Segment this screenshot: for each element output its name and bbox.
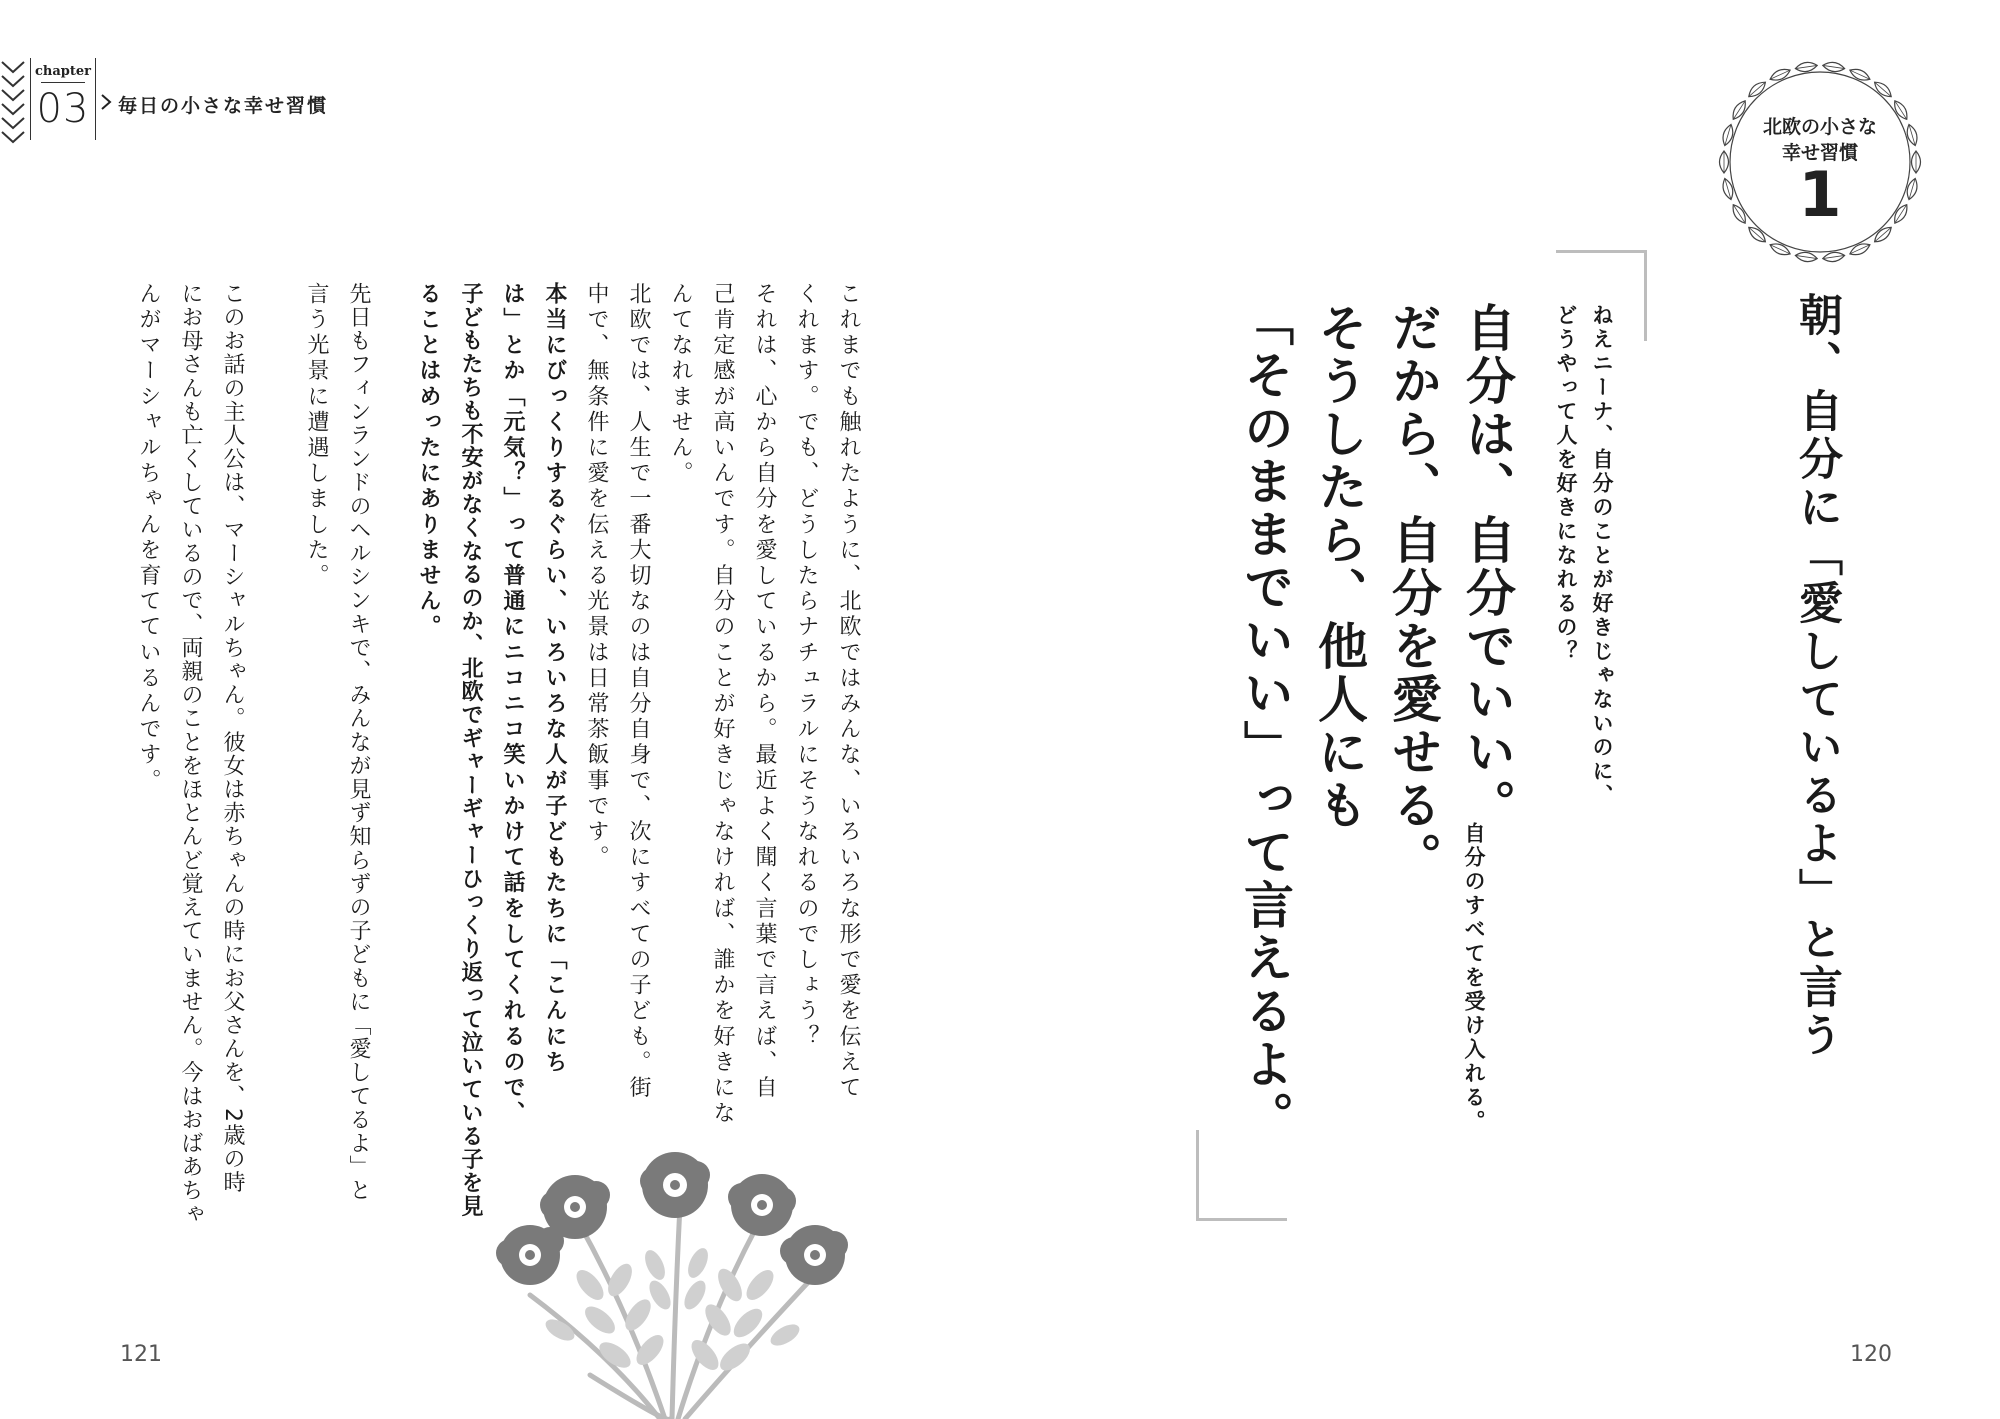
page-title: 朝、自分に「愛しているよ」と言う: [1791, 292, 1842, 1060]
chevron-right-icon: [100, 93, 112, 111]
badge-number: 1: [1798, 158, 1842, 231]
body-column-9: は」とか「元気？」って普通にニコニコ笑いかけて話をしてくれるので、: [500, 282, 525, 1127]
badge-line1: 北欧の小さな: [1762, 116, 1877, 138]
body-column-3: それは、心から自分を愛しているから。最近よく聞く言葉で言えば、自: [752, 282, 777, 1102]
chevron-stack-decoration: [0, 58, 26, 144]
body-column-2: くれます。でも、どうしたらナチュラルにそうなれるのでしょう？: [794, 282, 819, 1050]
body-column-5: んてなれません。: [668, 282, 693, 487]
quote-question-line2: どうやって人を好きになれるの？: [1554, 304, 1578, 664]
body-column-13: 言う光景に遭遇しました。: [304, 282, 329, 590]
quote-line1-note: 自分のすべてを受け入れる。: [1462, 822, 1486, 1134]
body-column-1: これまでも触れたように、北欧ではみんな、いろいろな形で愛を伝えて: [836, 282, 861, 1102]
badge-line2: 幸せ習慣: [1781, 142, 1858, 164]
chapter-divider: [41, 82, 85, 83]
wreath-leaf: [1795, 61, 1818, 73]
quote-line2: だから、自分を愛せる。: [1384, 302, 1442, 885]
body-text: [0, 282, 900, 1226]
page-number-right: 120: [1850, 1342, 1892, 1367]
body-column-16: んがマーシャルちゃんを育てているんです。: [136, 282, 161, 794]
chapter-number: 03: [36, 86, 90, 132]
body-column-7: 中で、無条件に愛を伝える光景は日常茶飯事です。: [584, 282, 609, 871]
wreath-leaf: [1822, 61, 1845, 73]
quote-line4: 「そのままでいい」って言えるよ。: [1236, 296, 1294, 1144]
body-column-6: 北欧では、人生で一番大切なのは自分自身で、次にすべての子ども。街: [626, 282, 651, 1102]
habit-badge: [1710, 52, 1930, 272]
wreath-leaf: [1795, 251, 1818, 263]
body-column-11: ることはめったにありません。: [416, 282, 441, 641]
page-number-left: 121: [120, 1342, 162, 1367]
chapter-header: [0, 58, 330, 144]
body-column-15: にお母さんも亡くしているので、両親のことをほとんど覚えていません。今はおばあちゃ: [178, 282, 203, 1226]
body-column-10: 子どもたちも不安がなくなるのか、北欧でギャーギャーひっくり返って泣いている子を見: [458, 282, 483, 1218]
body-column-8: 本当にびっくりするぐらい、いろいろな人が子どもたちに「こんにち: [542, 282, 567, 1076]
body-column-4: 己肯定感が高いんです。自分のことが好きじゃなければ、誰かを好きにな: [710, 282, 735, 1127]
chapter-box: [30, 58, 96, 140]
flower-bouquet-illustration: [480, 1145, 860, 1419]
quote-line1: 自分は、自分でいい。: [1458, 302, 1516, 832]
wreath-leaf: [1822, 251, 1845, 263]
quote-line3: そうしたら、他人にも: [1310, 302, 1368, 832]
chapter-label: chapter: [34, 64, 91, 79]
body-column-12: 先日もフィンランドのヘルシンキで、みんなが見ず知らずの子どもに「愛してるよ」と: [346, 282, 371, 1203]
quote-question-line1: ねえニーナ、自分のことが好きじゃないのに、: [1590, 304, 1614, 808]
section-title: 毎日の小さな幸せ習慣: [118, 95, 329, 117]
body-column-14: このお話の主人公は、マーシャルちゃん。彼女は赤ちゃんの時にお父さんを、2歳の時: [220, 282, 245, 1195]
